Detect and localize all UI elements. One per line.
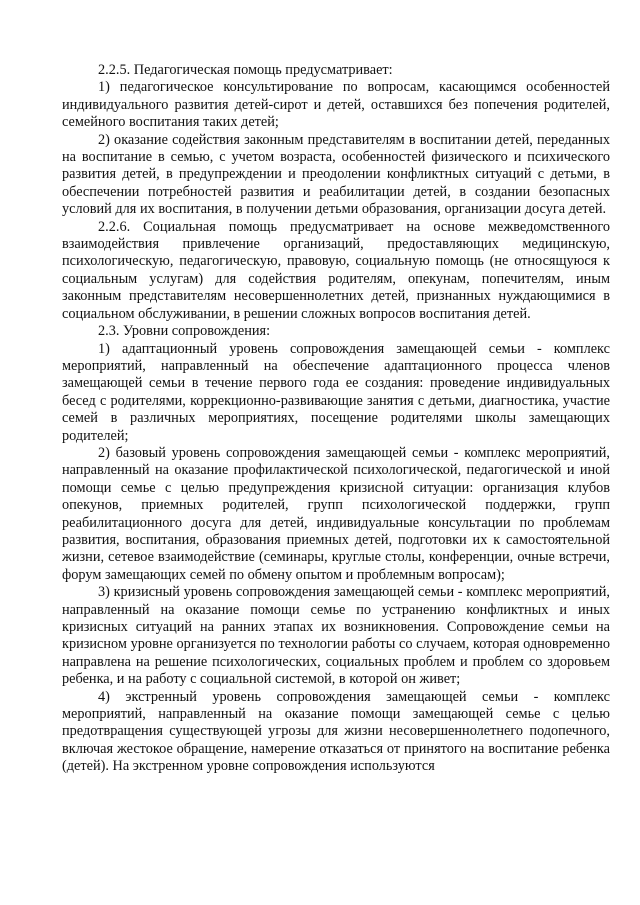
paragraph-level-adaptation: 1) адаптационный уровень сопровождения замещающей семьи - комплекс мероприятий, направленный на обеспечение адаптационного процесса членов замещающей семьи в течение первого года ее создания: проведение индивидуальных бесед с родителями, коррекционно-развивающие занятия с детьми, диагностика, участие семей в различных мероприятиях, посещение родителями школы замещающих родителей; xyxy=(62,340,610,444)
paragraph-pedagogical-item-1: 1) педагогическое консультирование по вопросам, касающимся особенностей индивидуального развития детей-сирот и детей, оставшихся без попечения родителей, семейного воспитания таких детей; xyxy=(62,79,610,131)
paragraph-level-basic: 2) базовый уровень сопровождения замещающей семьи - комплекс мероприятий, направленный на оказание профилактической психологической, педагогической и иной помощи семье с целью предупреждения кризисной ситуации: организация клубов опекунов, приемных родителей, групп психологической поддержки, групп реабилитационного досуга для детей, индивидуальные консультации по проблемам развития, воспитания, образования приемных детей, подготовки их к самостоятельной жизни, сетевое взаимодействие (семинары, круглые столы, конференции, очные встречи, форум замещающих семей по обмену опытом и проблемным вопросам); xyxy=(62,444,610,583)
paragraph-2-2-5-heading: 2.2.5. Педагогическая помощь предусматривает: xyxy=(98,62,393,78)
paragraph-level-crisis: 3) кризисный уровень сопровождения замещающей семьи - комплекс мероприятий, направленный на оказание помощи семье по устранению конфликтных и иных кризисных ситуаций на ранних этапах их возникновения. Сопровождение семьи на кризисном уровне организуется по технологии работы со случаем, которая одновременно направлена на решение психологических, социальных проблем и проблем со здоровьем ребенка, и на работу с социальной системой, в которой он живет; xyxy=(62,584,610,688)
paragraph-2-2-6-social-help: 2.2.6. Социальная помощь предусматривает на основе межведомственного взаимодействия привлечение организаций, предоставляющих медицинскую, психологическую, педагогическую, правовую, социальную помощь (не относящуюся к социальным услугам) для содействия родителям, опекунам, попечителям, иным законным представителям несовершеннолетних детей, признанных нуждающимися в социальном обслуживании, в решении сложных вопросов воспитания детей. xyxy=(62,218,610,322)
paragraph-level-emergency: 4) экстренный уровень сопровождения замещающей семьи - комплекс мероприятий, направленный на оказание помощи замещающей семье с целью предотвращения существующей угрозы для жизни несовершеннолетнего подопечного, включая жестокое обращение, намерение отказаться от принятого на воспитание ребенка (детей). На экстренном уровне сопровождения используются xyxy=(62,688,610,775)
paragraph-pedagogical-item-2: 2) оказание содействия законным представителям в воспитании детей, переданных на воспитание в семью, с учетом возраста, особенностей физического и психического развития детей, в предупреждении и преодолении конфликтных ситуаций с детьми, в обеспечении потребностей развития и реабилитации детей, в создании безопасных условий для их воспитания, в получении детьми образования, организации досуга детей. xyxy=(62,131,610,218)
paragraph-2-3-heading: 2.3. Уровни сопровождения: xyxy=(98,323,271,340)
